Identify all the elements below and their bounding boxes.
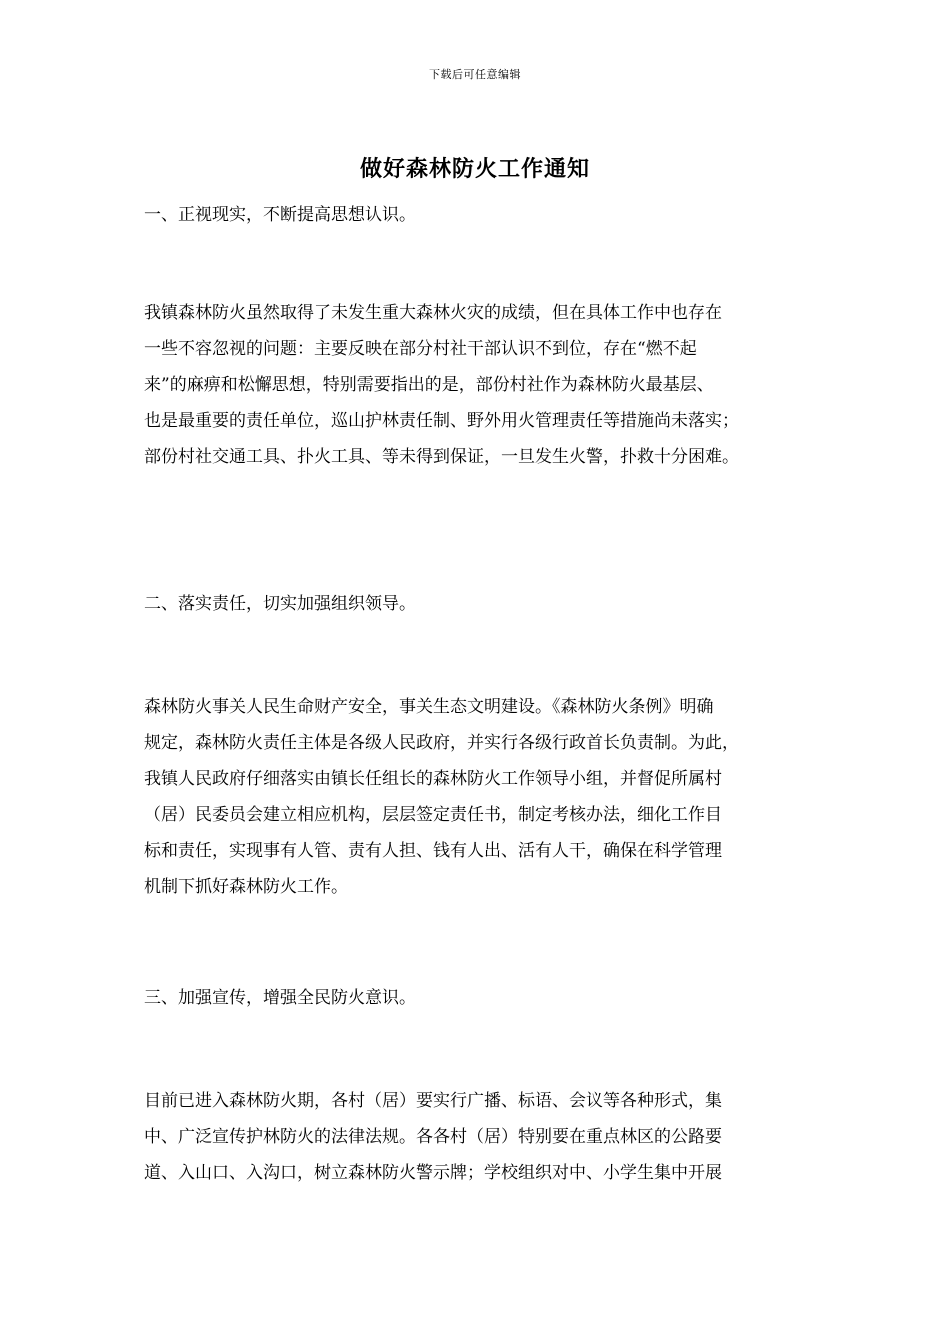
body-line: 目前已进入森林防火期，各村（居）要实行广播、标语、会议等各种形式，集	[144, 1091, 722, 1111]
body-line: 我镇森林防火虽然取得了未发生重大森林火灾的成绩，但在具体工作中也存在	[144, 303, 722, 323]
section-body-1	[144, 295, 824, 475]
header-note: 下载后可任意编辑	[429, 68, 521, 81]
body-line: 机制下抓好森林防火工作。	[144, 877, 348, 897]
body-line: 标和责任，实现事有人管、责有人担、钱有人出、活有人干，确保在科学管理	[144, 841, 722, 861]
body-line: 中、广泛宣传护林防火的法律法规。各各村（居）特别要在重点林区的公路要	[144, 1127, 722, 1147]
body-line: 部份村社交通工具、扑火工具、等未得到保证，一旦发生火警，扑救十分困难。	[144, 447, 739, 467]
body-line: 来”的麻痹和松懈思想，特别需要指出的是，部份村社作为森林防火最基层、	[144, 375, 714, 395]
section-body-2	[144, 689, 824, 905]
body-line: 森林防火事关人民生命财产安全，事关生态文明建设。《森林防火条例》明确	[144, 697, 714, 717]
section-body-3	[144, 1083, 824, 1191]
section-heading-3: 三、加强宣传，增强全民防火意识。	[144, 988, 416, 1008]
body-line: 我镇人民政府仔细落实由镇长任组长的森林防火工作领导小组，并督促所属村	[144, 769, 722, 789]
section-heading-2: 二、落实责任，切实加强组织领导。	[144, 594, 416, 614]
body-line: 也是最重要的责任单位，巡山护林责任制、野外用火管理责任等措施尚未落实；	[144, 411, 739, 431]
body-line: 规定，森林防火责任主体是各级人民政府，并实行各级行政首长负责制。为此，	[144, 733, 739, 753]
body-line: 一些不容忽视的问题：主要反映在部分村社干部认识不到位，存在“燃不起	[144, 339, 697, 359]
document-title: 做好森林防火工作通知	[359, 156, 590, 182]
body-line: 道、入山口、入沟口，树立森林防火警示牌；学校组织对中、小学生集中开展	[144, 1163, 722, 1183]
body-line: （居）民委员会建立相应机构，层层签定责任书，制定考核办法，细化工作目	[144, 805, 722, 825]
section-heading-1: 一、正视现实，不断提高思想认识。	[144, 205, 416, 225]
